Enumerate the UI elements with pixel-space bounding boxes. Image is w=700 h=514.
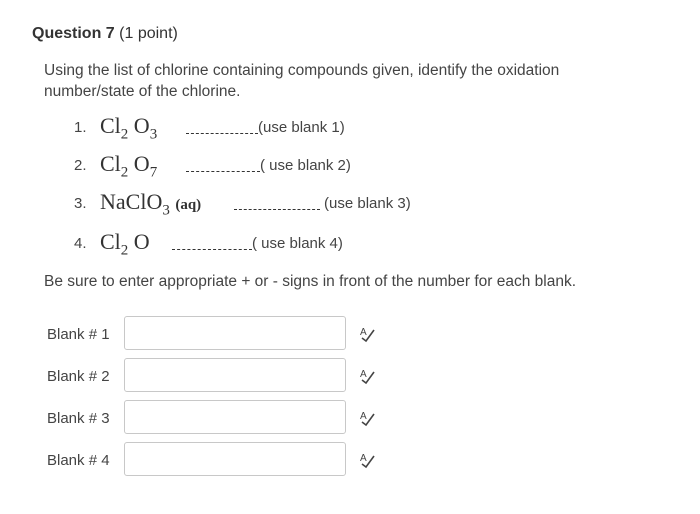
- svg-text:A: A: [360, 369, 367, 380]
- svg-text:A: A: [360, 453, 367, 464]
- compound-number: 2.: [74, 157, 87, 174]
- question-prompt: Using the list of chlorine containing compounds given, identify the oxidation number/state of the chlorine.: [44, 62, 560, 100]
- question-header: [32, 25, 178, 43]
- compound-number: 3.: [74, 195, 87, 212]
- blank-row-3: [47, 400, 387, 438]
- blank-label: Blank # 3: [47, 410, 110, 427]
- blank-hint: (use blank 1): [258, 119, 345, 136]
- spellcheck-icon[interactable]: [358, 409, 376, 427]
- question-points: (1 point): [119, 25, 178, 42]
- blank-hint: ( use blank 2): [260, 157, 351, 174]
- answer-blank-line: [234, 209, 320, 210]
- blank-3-input[interactable]: [124, 400, 346, 434]
- spellcheck-icon[interactable]: [358, 325, 376, 343]
- svg-text:A: A: [360, 327, 367, 338]
- compound-formula: $Cl_2$ $O_3$: [100, 113, 158, 143]
- blank-1-input[interactable]: [124, 316, 346, 350]
- instructions-text: Be sure to enter appropriate + or - signs in front of the number for each blank.: [44, 273, 577, 290]
- compound-formula: $Cl_2$ $O_7$: [100, 151, 158, 181]
- blank-row-2: [47, 358, 387, 396]
- blank-row-1: [47, 316, 387, 354]
- compound-formula: $Cl_2$ O: [100, 229, 150, 259]
- answer-blank-line: [186, 171, 260, 172]
- blank-row-4: [47, 442, 387, 480]
- compound-number: 4.: [74, 235, 87, 252]
- answer-blank-line: [186, 133, 258, 134]
- blank-label: Blank # 1: [47, 326, 110, 343]
- blank-label: Blank # 4: [47, 452, 110, 469]
- compound-formula: NaClO$_3$ (aq): [100, 189, 202, 219]
- spellcheck-icon[interactable]: [358, 451, 376, 469]
- blank-label: Blank # 2: [47, 368, 110, 385]
- blank-2-input[interactable]: [124, 358, 346, 392]
- spellcheck-icon[interactable]: [358, 367, 376, 385]
- answer-blank-line: [172, 249, 252, 250]
- svg-text:A: A: [360, 411, 367, 422]
- blank-hint: ( use blank 4): [252, 235, 343, 252]
- blank-hint: (use blank 3): [324, 195, 411, 212]
- blank-4-input[interactable]: [124, 442, 346, 476]
- question-title: Question 7: [32, 25, 115, 42]
- compound-number: 1.: [74, 119, 87, 136]
